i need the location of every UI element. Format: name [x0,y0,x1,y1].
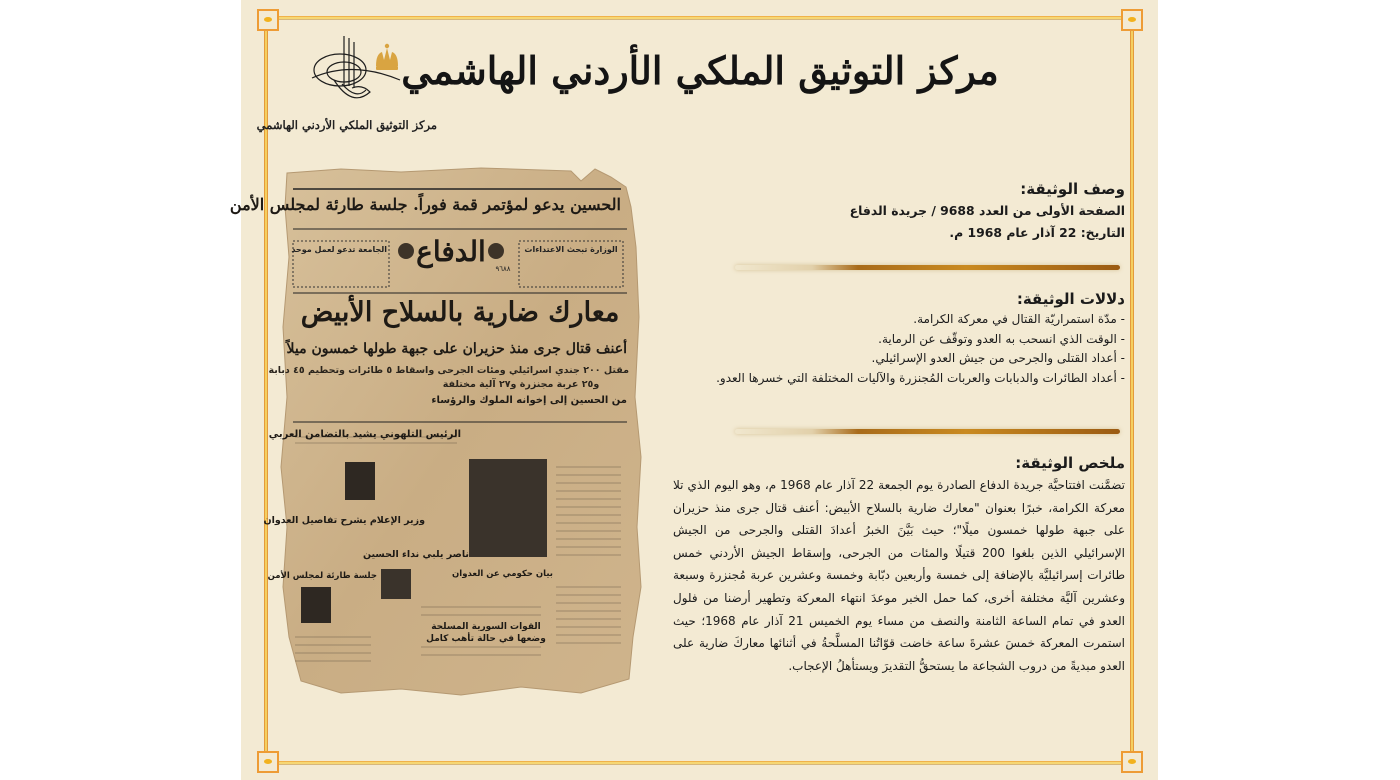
description-line-1: الصفحة الأولى من العدد 9688 / جريدة الدفاع [849,203,1125,218]
significance-item: - أعداد الطائرات والدبابات والعربات المُجنزرة والآليات المختلفة التي خسرها العدو. [716,370,1125,385]
story-headline: جلسة طارئة لمجلس الأمن [267,571,377,581]
newspaper-subheadline: أعنف قتال جرى منذ حزيران على جبهة طولها خمسون ميلاً [286,341,627,357]
section-divider [735,429,1120,434]
frame-bottom-border [268,761,1131,765]
frame-corner-ornament-icon [257,9,279,31]
right-box-title: الوزارة تبحث الاعتداءات [524,245,618,254]
logo-caption: مركز التوثيق الملكي الأردني الهاشمي [256,118,437,132]
newspaper-scan [229,167,644,697]
document-summary [673,452,1125,677]
frame-corner-ornament-icon [257,751,279,773]
story-headline: وزير الإعلام يشرح تفاصيل العدوان [263,515,425,526]
frame-corner-ornament-icon [1121,9,1143,31]
issue-number: ٩٦٨٨ [495,265,511,273]
section-divider [735,265,1120,270]
frame-top-border [268,16,1131,20]
newspaper-banner: الحسين يدعو لمؤتمر قمة فوراً. جلسة طارئة لمجلس الأمن [229,195,621,214]
story-headline: بيان حكومي عن العدوان [452,569,553,579]
story-headline: القوات السورية المسلحة وضعها في حالة تأهب كامل [426,622,546,644]
significance-item: - أعداد القتلى والجرحى من جيش العدو الإسرائيلي. [871,351,1125,365]
newspaper-line-2: و٢٥ عربة مجنزرة و٢٧ آلية مختلفة [442,379,600,390]
document-significance [705,288,1125,388]
frame-right-border [1130,18,1134,762]
story-headline: ناصر يلبي نداء الحسين [362,549,469,560]
story-headline: من الحسين إلى إخوانه الملوك والرؤساء [431,395,627,406]
frame-corner-ornament-icon [1121,751,1143,773]
left-box-title: الجامعة تدعو لعمل موحد [291,245,387,254]
newspaper-line-1: مقتل ٢٠٠ جندي اسرائيلي ومئات الجرحى واسقاط ٥ طائرات وتحطيم ٤٥ دبابة [268,365,629,376]
significance-item: - مدّة استمراريّة القتال في معركة الكرامة. [913,312,1125,326]
significance-item: - الوقت الذي انسحب به العدو وتوقّف عن الرماية. [878,331,1125,346]
newspaper-headline: معارك ضارية بالسلاح الأبيض [300,297,620,328]
crown-icon [376,44,398,70]
summary-body: تضمَّنت افتتاحيَّة جريدة الدفاع الصادرة يوم الجمعة 22 آذار عام 1968 م، وهو اليوم الذي تلا معركة الكرامة، خبرًا بعنوان "معارك ضارية بالسلاح الأبيض: أعنف قتال جرى منذ حزيران على جبهة طولها خمسون ميلًا"؛ حيث بَيَّنَ الخبرُ أعدادَ القتلى والجرحى من الجيش الإسرائيلي الذين بلغوا 200 قتيلًا والمئات من الجرحى، وإسقاط الجيش الأردني خمس طائرات إسرائيليَّة بالإضافة إلى خمسة وأربعين دبّابة وخمسة وعشرين عربة مُجنزرة وسبعة وعشرين آليَّة مختلفة أخرى، كما حمل الخبر موعدَ انتهاء المعركة وتطهير أرضنا من فلول العدو في تمام الساعة الثامنة والنصف من مساء يوم الخميس 21 آذار عام 1968؛ حيث استمرت المعركة خمسَ عشرةَ ساعة خاضت قوّاتُنا المسلَّحةُ في أثنائها معاركَ ضارية على العدو مبديةً من دروب الشجاعة ما يستحقُّ التقديرَ ويستأهلُ الإعجاب. [673,478,1126,673]
logo [256,30,437,140]
story-headline: الرئيس التلهوني يشيد بالتضامن العربي [268,429,461,440]
tughra-emblem-icon [272,30,437,118]
description-date: التاريخ: 22 آذار عام 1968 م. [949,225,1125,240]
document-description [705,178,1125,244]
significance-heading: دلالات الوثيقة: [1016,290,1125,308]
newspaper-masthead: الدفاع [416,235,486,268]
page-title: مركز التوثيق الملكي الأردني الهاشمي [401,47,999,93]
summary-heading: ملخص الوثيقة: [1015,454,1125,472]
description-heading: وصف الوثيقة: [1020,180,1125,198]
